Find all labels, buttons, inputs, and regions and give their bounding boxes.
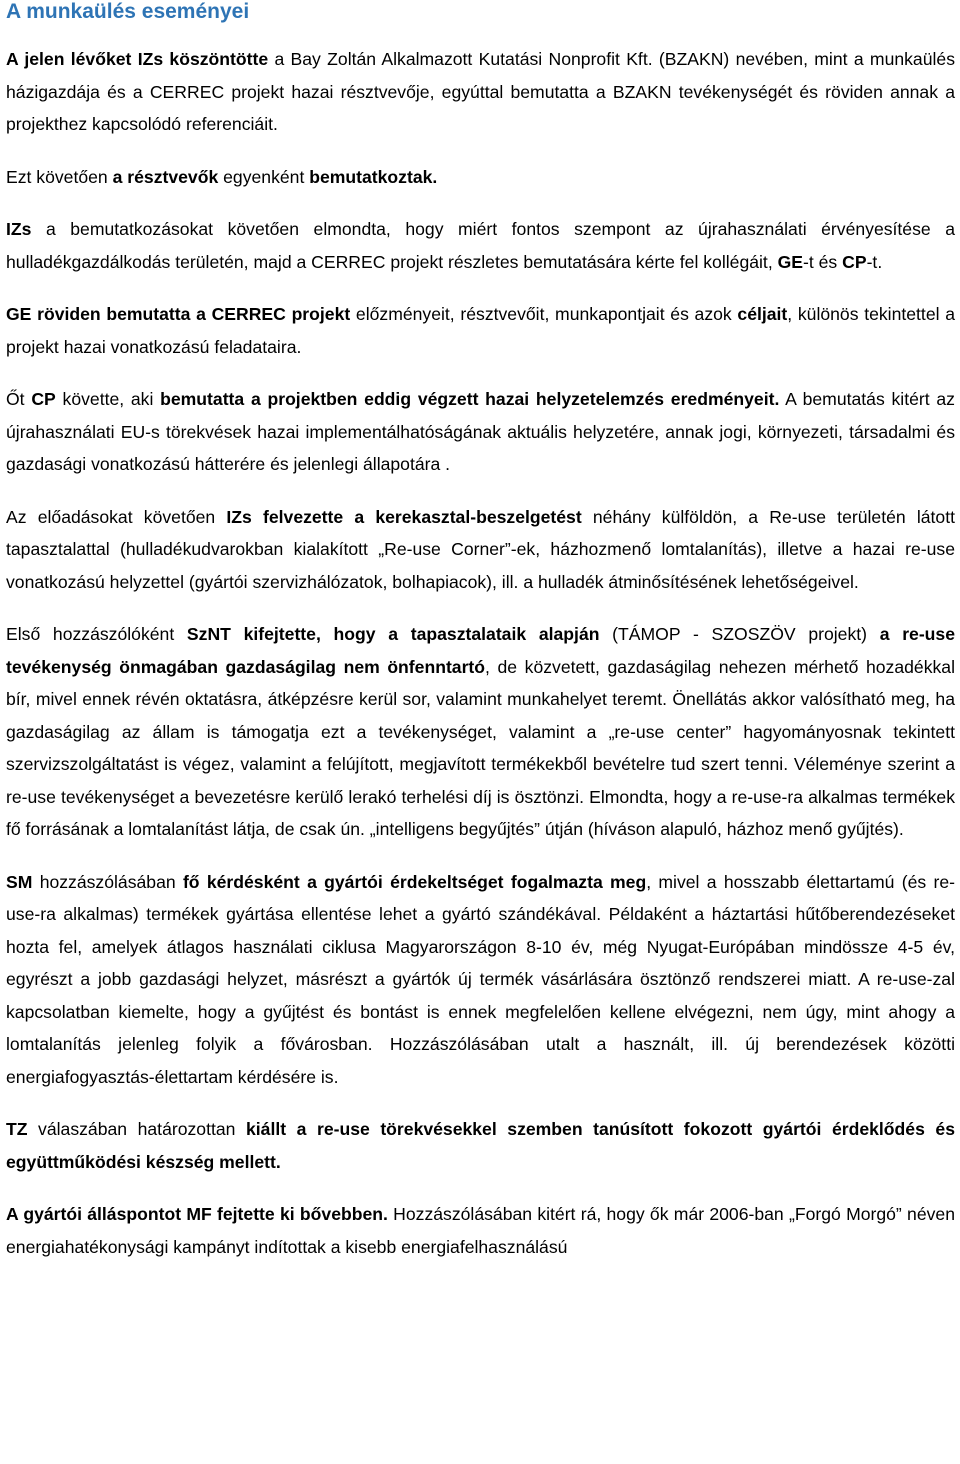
bold-text-run: a résztvevők <box>112 166 219 187</box>
bold-text-run: A jelen lévőket IZs köszöntötte <box>6 49 269 69</box>
paragraph <box>6 298 955 363</box>
paragraph <box>6 213 955 278</box>
paragraph <box>6 383 955 481</box>
text-run: , különös tekintettel a projekt hazai vonatkozású feladataira. <box>6 304 955 357</box>
text-run: -t. <box>866 251 883 272</box>
text-run: Az előadásokat követően <box>6 506 227 527</box>
text-run: , mivel a hosszabb élettartamú (és re-use-ra alkalmas) termékek gyártása ellentése lehet a gyártó szándékával. Példaként a háztartási hűtőberendezéseket hozta fel, amelyek átlagos használati ciklusa Magyarországon 8-10 év, még Nyugat-Európában mindössze 4-5 év, egyrészt a jobb gazdasági helyzet, másrészt a gyártók új termék vásárlására ösztönző rendszerei miatt. A re-use-zal kapcsolatban kiemelte, hogy a gyűjtést és bontást is ennek megfelelően kellene elvégezni, nem úgy, mint ahogy a lomtalanítás jelenleg folyik a fővárosban. Hozzászólásában utalt a használt, ill. új berendezések közötti energiafogyasztás-élettartam kérdésére is. <box>6 871 956 1087</box>
text-run: Első hozzászólóként <box>6 624 187 644</box>
bold-text-run: A gyártói álláspontot MF fejtette ki bővebben. <box>6 1204 388 1224</box>
bold-text-run: SM <box>6 871 33 892</box>
text-run: hozzászólásában <box>32 871 183 892</box>
bold-text-run: a re-use tevékenység önmagában gazdaságilag nem önfenntartó <box>6 624 955 677</box>
paragraph <box>6 618 955 846</box>
bold-text-run: bemutatkoztak. <box>309 166 438 187</box>
paragraph <box>6 1198 955 1263</box>
text-run: válaszában határozottan <box>27 1119 246 1139</box>
text-run: , de közvetett, gazdaságilag nehezen mérhető hozadékkal bír, mivel ennek révén oktatásra, átképzésre kerül sor, valamint munkahelyet teremt. Önellátás akkor valósítható meg, ha gazdaságilag az állam is támogatja ezt a tevékenységet, valamint a „re-use center” hagyományosnak tekintett szervizszolgáltatást is végez, valamint a felújított, megjavított termékekből bevételre tud szert tenni. Véleménye szerint a re-use tevékenységet a bevezetésre kerülő lerakó terhelési díj is ösztönzi. Elmondta, hogy a re-use-ra alkalmas termékek fő forrásának a lomtalanítást látja, de csak ún. „intelligens begyűjtés” útján (híváson alapuló, házhoz menő gyűjtés). <box>6 656 955 839</box>
paragraph <box>6 43 955 141</box>
bold-text-run: SzNT kifejtette, hogy a tapasztalataik alapján <box>186 624 600 644</box>
text-run: Őt <box>6 389 32 409</box>
text-run: Hozzászólásában kitért rá, hogy ők már 2006-ban „Forgó Morgó” néven energiahatékonysági kampányt indítottak a kisebb energiafelhasználású <box>6 1204 955 1257</box>
text-run: A bemutatás kitért az újrahasználati EU-s törekvések hazai implementálhatóságának aktuális helyzetére, annak jogi, környezeti, társadalmi és gazdasági vonatkozású hátterére és jelenlegi állapotára . <box>6 389 955 474</box>
bold-text-run: kiállt a re-use törekvésekkel szemben tanúsított fokozott gyártói érdeklődés és együttműködési készség mellett. <box>6 1119 955 1172</box>
text-run: egyenként <box>218 166 310 187</box>
bold-text-run: TZ <box>6 1119 28 1139</box>
bold-text-run: bemutatta a projektben eddig végzett hazai helyzetelemzés eredményeit. <box>160 389 780 409</box>
bold-text-run: IZs <box>6 219 32 239</box>
bold-text-run: céljait <box>737 304 788 324</box>
text-run: a bemutatkozásokat követően elmondta, hogy miért fontos szempont az újrahasználati érvényesítése a hulladékgazdálkodás területén, majd a CERREC projekt részletes bemutatására kérte fel kollégáit, <box>6 219 955 272</box>
bold-text-run: CP <box>31 389 56 409</box>
bold-text-run: GE röviden bemutatta a CERREC projekt <box>6 304 351 324</box>
bold-text-run: fő kérdésként a gyártói érdekeltséget fogalmazta meg <box>182 871 647 892</box>
text-run: néhány külföldön, a Re-use területén látott tapasztalattal (hulladékudvarokban kialakított „Re-use Corner”-ek, házhozmenő lomtalanítás), illetve a hazai re-use vonatkozású helyzettel (gyártói szervizhálózatok, bolhapiacok), ill. a hulladék átminősítésének lehetőségeivel. <box>6 506 955 592</box>
bold-text-run: CP <box>842 251 867 272</box>
text-run: előzményeit, résztvevőit, munkapontjait és azok <box>350 304 738 324</box>
text-run: követte, aki <box>55 389 161 409</box>
text-run: a Bay Zoltán Alkalmazott Kutatási Nonprofit Kft. (BZAKN) nevében, mint a munkaülés házigazdája és a CERREC projekt hazai résztvevője, egyúttal bemutatta a BZAKN tevékenységét és röviden annak a projekthez kapcsolódó referenciáit. <box>6 49 955 134</box>
text-run: (TÁMOP - SZOSZÖV projekt) <box>599 624 880 644</box>
paragraph <box>6 1113 955 1178</box>
text-run: -t és <box>803 251 843 272</box>
paragraph <box>6 161 955 194</box>
document-body <box>6 43 955 1263</box>
section-heading: A munkaülés eseményei <box>6 0 250 23</box>
text-run: Ezt követően <box>6 166 113 187</box>
bold-text-run: GE <box>777 251 804 272</box>
bold-text-run: IZs felvezette a kerekasztal-beszelgetést <box>226 506 582 527</box>
paragraph <box>6 866 955 1094</box>
paragraph <box>6 501 955 599</box>
